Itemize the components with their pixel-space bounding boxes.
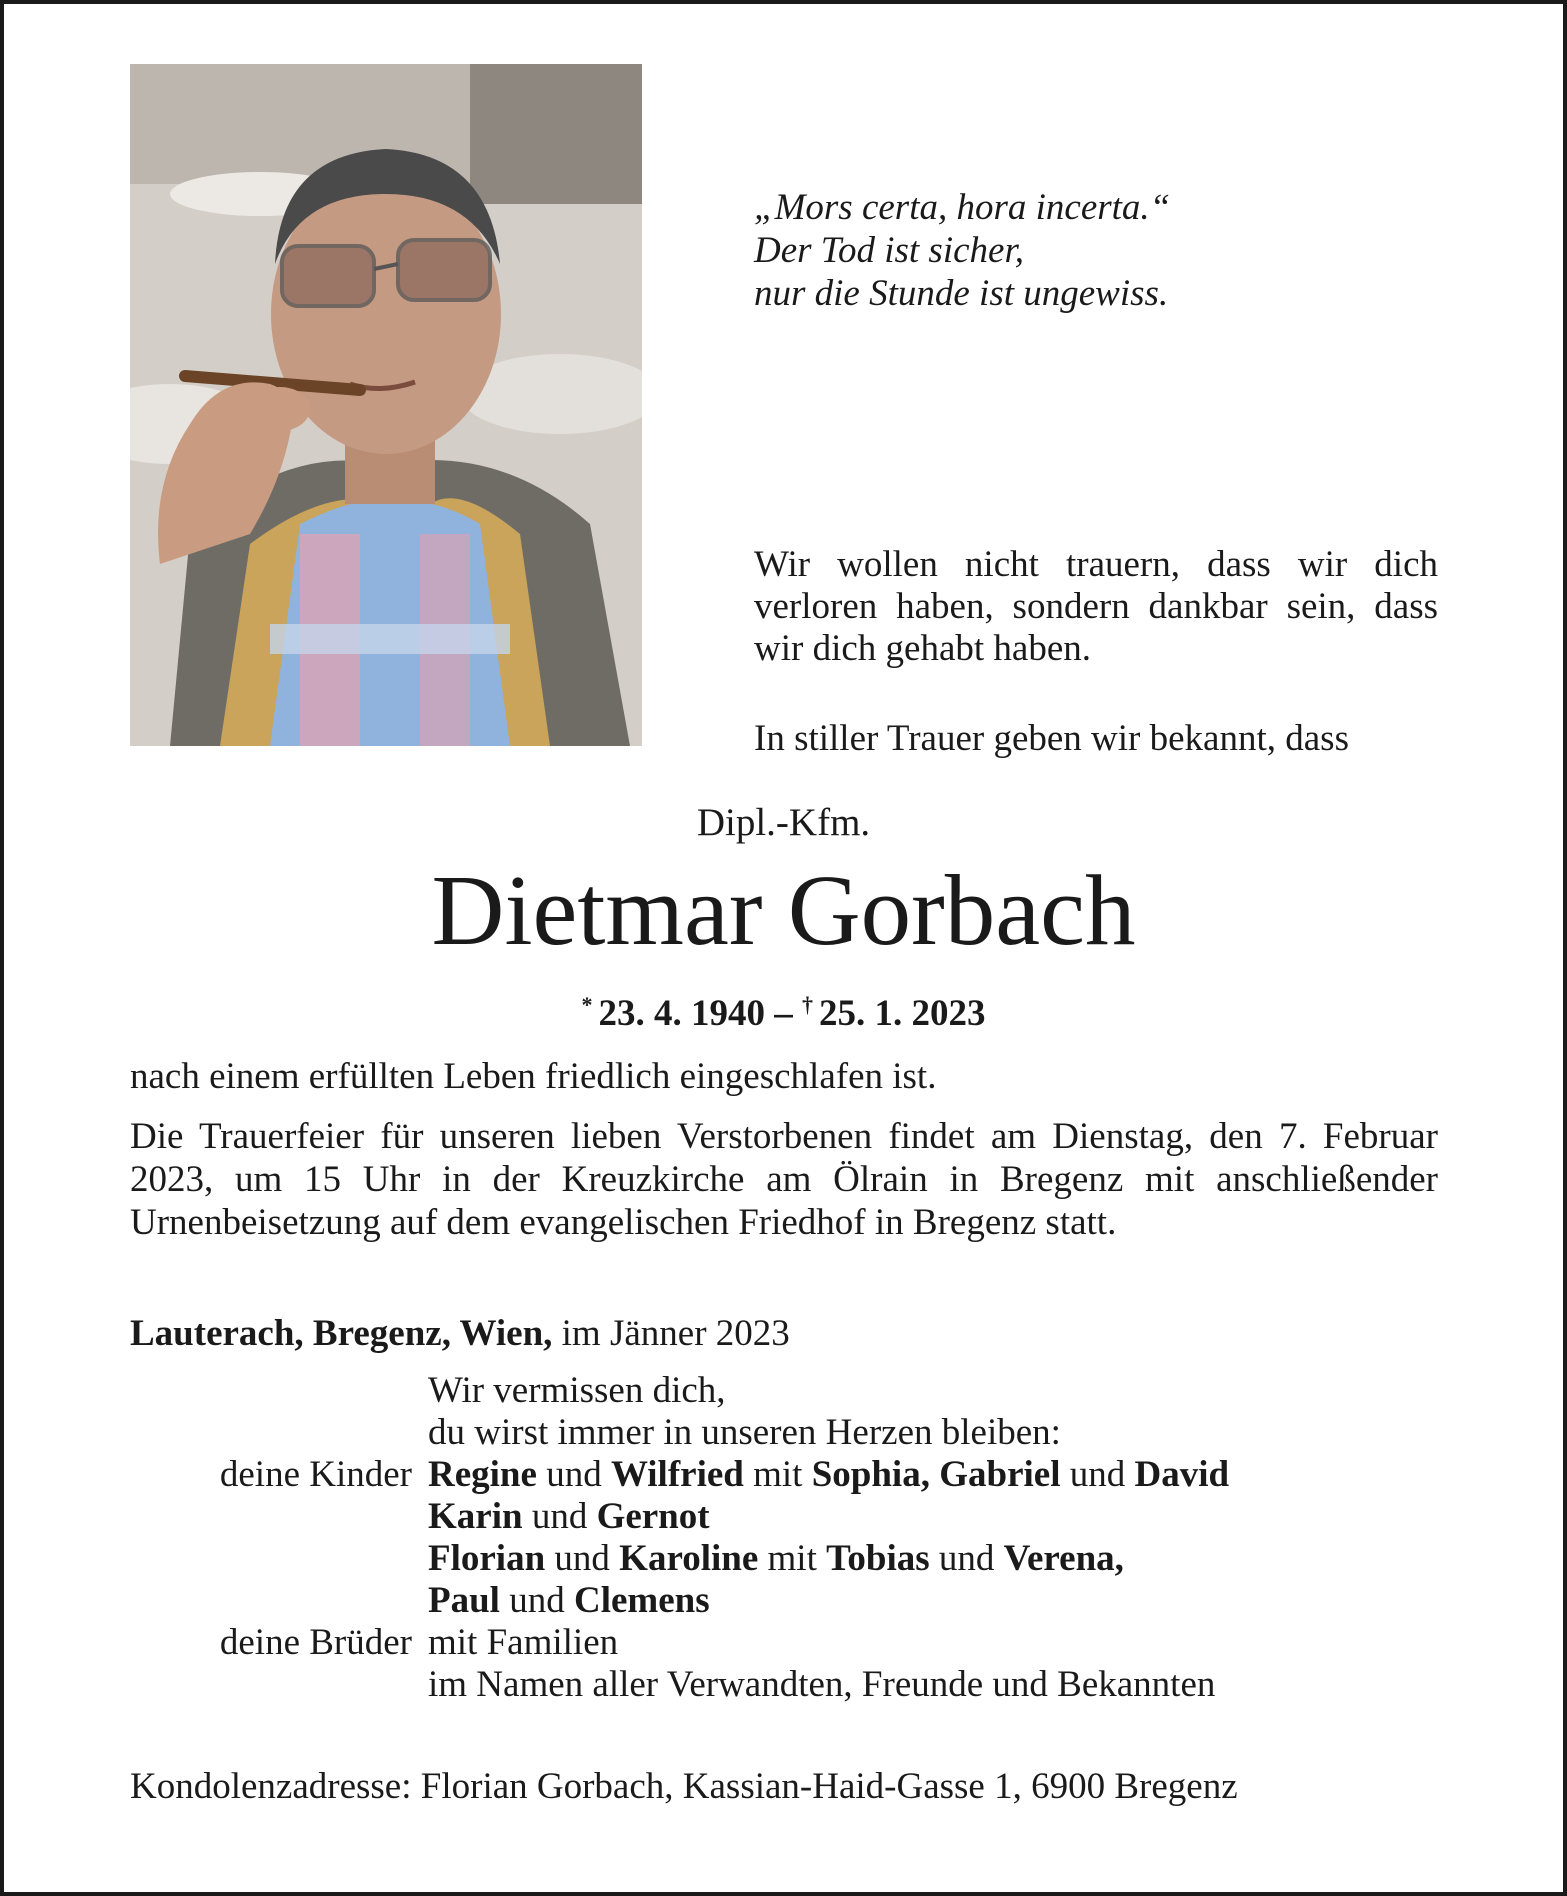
academic-title: Dipl.-Kfm. bbox=[696, 801, 871, 844]
death-symbol: † bbox=[802, 992, 813, 1017]
list-item bbox=[130, 1412, 1438, 1454]
brothers-label: deine Brüder bbox=[219, 1622, 412, 1663]
mourner-names: Karin und Gernot bbox=[428, 1496, 710, 1537]
announcement-intro: In stiller Trauer geben wir bekannt, dass bbox=[754, 718, 1349, 759]
list-item bbox=[130, 1496, 1438, 1538]
portrait-photo bbox=[130, 64, 642, 746]
month-year: im Jänner 2023 bbox=[561, 1313, 790, 1354]
life-dates bbox=[0, 982, 1567, 1037]
closing-line: im Namen aller Verwandten, Freunde und Bekannten bbox=[428, 1664, 1216, 1705]
passing-sentence: nach einem erfüllten Leben friedlich eingeschlafen ist. bbox=[130, 1056, 937, 1097]
list-item bbox=[130, 1622, 1438, 1664]
list-item bbox=[130, 1664, 1438, 1706]
list-item bbox=[130, 1454, 1438, 1496]
condolence-address: Kondolenzadresse: Florian Gorbach, Kassian-Haid-Gasse 1, 6900 Bregenz bbox=[130, 1766, 1238, 1807]
brothers-value: mit Familien bbox=[428, 1622, 619, 1663]
farewell-line: du wirst immer in unseren Herzen bleiben: bbox=[428, 1412, 1061, 1453]
motto-line: „Mors certa, hora incerta.“ bbox=[754, 187, 1171, 228]
funeral-details: Die Trauerfeier für unseren lieben Verstorbenen findet am Dienstag, den 7. Februar 2023, um 15 Uhr in der Kreuzkirche am Ölrain in Bregenz mit anschließender Urnenbeisetzung auf dem evangelischen Friedhof in Bregenz statt. bbox=[130, 1116, 1438, 1243]
deceased-name: Dietmar Gorbach bbox=[431, 854, 1136, 966]
places: Lauterach, Bregenz, Wien, bbox=[130, 1313, 553, 1354]
children-label: deine Kinder bbox=[219, 1454, 412, 1495]
mourner-names: Regine und Wilfried mit Sophia, Gabriel und David bbox=[428, 1454, 1230, 1495]
mourner-names: Florian und Karoline mit Tobias und Verena, bbox=[428, 1538, 1124, 1579]
latin-motto bbox=[754, 186, 1474, 315]
motto-line: Der Tod ist sicher, bbox=[754, 230, 1025, 271]
birth-date: 23. 4. 1940 bbox=[598, 993, 765, 1034]
date-separator: – bbox=[774, 993, 793, 1034]
farewell-line: Wir vermissen dich, bbox=[428, 1370, 726, 1411]
mourners-list bbox=[130, 1370, 1438, 1706]
list-item bbox=[130, 1538, 1438, 1580]
mourner-names: Paul und Clemens bbox=[428, 1580, 710, 1621]
portrait-illustration bbox=[130, 64, 642, 746]
memorial-verse: Wir wollen nicht trauern, dass wir dich verloren haben, sondern dankbar sein, dass wir dich gehabt haben. bbox=[754, 544, 1438, 669]
motto-line: nur die Stunde ist ungewiss. bbox=[754, 273, 1169, 314]
birth-symbol: * bbox=[581, 992, 593, 1017]
place-and-date bbox=[130, 1312, 790, 1355]
death-date: 25. 1. 2023 bbox=[819, 993, 986, 1034]
list-item bbox=[130, 1580, 1438, 1622]
list-item bbox=[130, 1370, 1438, 1412]
